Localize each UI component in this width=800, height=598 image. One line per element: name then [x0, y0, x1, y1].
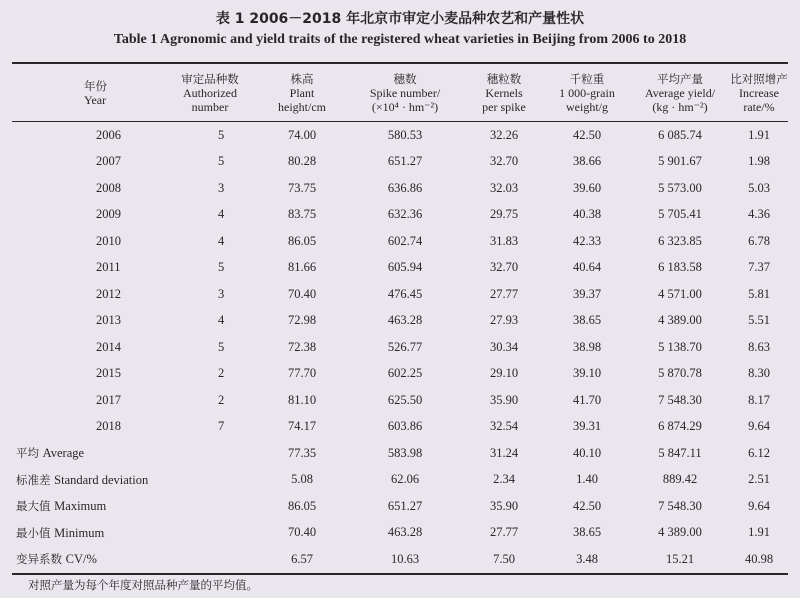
increase-cell: 1.91	[748, 525, 770, 540]
number-cell: 3	[218, 180, 225, 195]
yield-cell: 15.21	[665, 551, 695, 566]
weight-cell: 39.10	[572, 366, 602, 381]
stat-label-cell	[12, 467, 258, 494]
table-row	[12, 387, 788, 414]
yield-cell: 5 901.67	[658, 154, 702, 169]
height-cell: 5.08	[291, 472, 313, 487]
weight-cell: 40.10	[572, 445, 602, 460]
yield-cell: 4 389.00	[658, 525, 702, 540]
table-row	[12, 255, 788, 282]
increase-cell: 40.98	[744, 551, 774, 566]
kernels-cell: 31.83	[489, 233, 519, 248]
stat-label-cell	[12, 440, 258, 467]
height-cell: 77.70	[287, 366, 317, 381]
stat-label-english: Standard deviation	[54, 472, 149, 487]
stat-row	[12, 520, 788, 547]
kernels-cell: 7.50	[493, 551, 515, 566]
yield-cell: 5 705.41	[658, 207, 702, 222]
kernels-cell: 27.93	[489, 313, 519, 328]
spikes-cell: 651.27	[387, 154, 423, 169]
spikes-cell: 602.25	[387, 366, 423, 381]
kernels-cell: 32.26	[489, 127, 519, 142]
yield-cell: 5 573.00	[658, 180, 702, 195]
height-cell: 73.75	[287, 180, 317, 195]
increase-cell: 8.63	[748, 339, 770, 354]
year-cell: 2012	[96, 286, 121, 301]
yield-cell: 5 870.78	[658, 366, 702, 381]
yield-cell: 5 138.70	[658, 339, 702, 354]
spikes-cell: 636.86	[387, 180, 423, 195]
table-row	[12, 334, 788, 361]
kernels-cell: 32.03	[489, 180, 519, 195]
spikes-cell: 632.36	[387, 207, 423, 222]
header-authorized-number: 审定品种数 Authorized number	[181, 72, 239, 114]
stat-row	[12, 467, 788, 494]
number-cell: 7	[218, 419, 225, 434]
yield-cell: 889.42	[662, 472, 698, 487]
stat-label-cell	[12, 520, 258, 547]
spikes-cell: 602.74	[387, 233, 423, 248]
year-cell: 2010	[96, 233, 121, 248]
spikes-cell: 583.98	[387, 445, 423, 460]
weight-cell: 38.65	[572, 313, 602, 328]
height-cell: 86.05	[287, 498, 317, 513]
height-cell: 72.38	[287, 339, 317, 354]
stat-row	[12, 493, 788, 520]
kernels-cell: 32.70	[489, 260, 519, 275]
stat-row	[12, 440, 788, 467]
increase-cell: 6.78	[748, 233, 770, 248]
kernels-cell: 2.34	[493, 472, 515, 487]
table-row	[12, 122, 788, 149]
increase-cell: 9.64	[748, 498, 770, 513]
stat-label-chinese: 平均	[16, 446, 39, 461]
spikes-cell: 476.45	[387, 286, 423, 301]
stat-label-english: Maximum	[54, 499, 107, 514]
spikes-cell: 580.53	[387, 127, 423, 142]
yield-cell: 6 323.85	[658, 233, 702, 248]
kernels-cell: 27.77	[489, 286, 519, 301]
height-cell: 74.00	[287, 127, 317, 142]
spikes-cell: 651.27	[387, 498, 423, 513]
header-year: 年份 Year	[84, 79, 107, 107]
spikes-cell: 463.28	[387, 525, 423, 540]
header-plant-height: 株高 Plant height/cm	[278, 72, 326, 114]
stat-label-cell	[12, 546, 258, 574]
weight-cell: 40.64	[572, 260, 602, 275]
weight-cell: 3.48	[576, 551, 598, 566]
number-cell: 4	[218, 313, 225, 328]
header-kernels-per-spike: 穗粒数 Kernels per spike	[482, 72, 526, 114]
table-title-english: Table 1 Agronomic and yield traits of the registered wheat varieties in Beijing from 2006 to 2018	[113, 32, 687, 47]
year-cell: 2008	[96, 180, 121, 195]
increase-cell: 5.03	[748, 180, 770, 195]
spikes-cell: 605.94	[387, 260, 423, 275]
year-cell: 2013	[96, 313, 121, 328]
year-cell: 2015	[96, 366, 121, 381]
kernels-cell: 35.90	[489, 498, 519, 513]
number-cell: 5	[218, 154, 225, 169]
number-cell: 2	[218, 366, 225, 381]
spikes-cell: 10.63	[390, 551, 420, 566]
weight-cell: 40.38	[572, 207, 602, 222]
wheat-traits-table	[12, 62, 788, 575]
header-spike-number: 穗数 Spike number/ (×10⁴ · hm⁻²)	[369, 72, 441, 114]
increase-cell: 6.12	[748, 445, 770, 460]
weight-cell: 39.60	[572, 180, 602, 195]
year-cell: 2009	[96, 207, 121, 222]
weight-cell: 42.50	[572, 498, 602, 513]
height-cell: 74.17	[287, 419, 317, 434]
increase-cell: 4.36	[748, 207, 770, 222]
year-cell: 2017	[96, 392, 121, 407]
number-cell: 2	[218, 392, 225, 407]
spikes-cell: 62.06	[390, 472, 420, 487]
height-cell: 83.75	[287, 207, 317, 222]
weight-cell: 42.33	[572, 233, 602, 248]
stat-label-cell	[12, 493, 258, 520]
table-title-chinese: 表 1 2006－2018 年北京市审定小麦品种农艺和产量性状	[215, 11, 585, 27]
weight-cell: 39.31	[572, 419, 602, 434]
yield-cell: 6 085.74	[658, 127, 702, 142]
yield-cell: 7 548.30	[658, 498, 702, 513]
spikes-cell: 603.86	[387, 419, 423, 434]
weight-cell: 38.66	[572, 154, 602, 169]
kernels-cell: 31.24	[489, 445, 519, 460]
table-header-row	[12, 63, 788, 122]
stat-label-chinese: 变异系数	[16, 552, 62, 567]
table-row	[12, 175, 788, 202]
stat-label-chinese: 标准差	[16, 472, 51, 487]
height-cell: 81.10	[287, 392, 317, 407]
number-cell: 5	[218, 260, 225, 275]
increase-cell: 8.30	[748, 366, 770, 381]
spikes-cell: 526.77	[387, 339, 423, 354]
stat-row	[12, 546, 788, 574]
stat-label-chinese: 最小值	[16, 525, 51, 540]
number-cell: 4	[218, 207, 225, 222]
weight-cell: 38.65	[572, 525, 602, 540]
kernels-cell: 32.70	[489, 154, 519, 169]
stat-label-english: CV/%	[65, 552, 97, 567]
kernels-cell: 29.75	[489, 207, 519, 222]
number-cell: 5	[218, 339, 225, 354]
height-cell: 81.66	[287, 260, 317, 275]
yield-cell: 6 183.58	[658, 260, 702, 275]
weight-cell: 1.40	[576, 472, 598, 487]
yield-cell: 7 548.30	[658, 392, 702, 407]
height-cell: 72.98	[287, 313, 317, 328]
year-cell: 2011	[96, 260, 121, 275]
height-cell: 86.05	[287, 233, 317, 248]
height-cell: 80.28	[287, 154, 317, 169]
table-row	[12, 361, 788, 388]
year-cell: 2006	[96, 127, 121, 142]
weight-cell: 38.98	[572, 339, 602, 354]
weight-cell: 39.37	[572, 286, 602, 301]
kernels-cell: 29.10	[489, 366, 519, 381]
year-cell: 2018	[96, 419, 121, 434]
height-cell: 70.40	[287, 525, 317, 540]
header-increase-rate: 比对照增产 Increase rate/%	[730, 72, 788, 114]
increase-cell: 1.98	[748, 154, 770, 169]
table-row	[12, 281, 788, 308]
stat-label-english: Average	[42, 446, 85, 461]
year-cell: 2014	[96, 339, 121, 354]
increase-cell: 5.51	[748, 313, 770, 328]
number-cell: 3	[218, 286, 225, 301]
stat-label-chinese: 最大值	[16, 499, 51, 514]
height-cell: 77.35	[287, 445, 317, 460]
yield-cell: 4 571.00	[658, 286, 702, 301]
spikes-cell: 463.28	[387, 313, 423, 328]
increase-cell: 2.51	[748, 472, 770, 487]
table-row	[12, 308, 788, 335]
height-cell: 6.57	[291, 551, 313, 566]
increase-cell: 9.64	[748, 419, 770, 434]
number-cell: 4	[218, 233, 225, 248]
increase-cell: 8.17	[748, 392, 770, 407]
increase-cell: 1.91	[748, 127, 770, 142]
kernels-cell: 27.77	[489, 525, 519, 540]
table-row	[12, 414, 788, 441]
kernels-cell: 35.90	[489, 392, 519, 407]
spikes-cell: 625.50	[387, 392, 423, 407]
year-cell: 2007	[96, 154, 121, 169]
table-footnote: 对照产量为每个年度对照品种产量的平均值。	[28, 578, 258, 592]
number-cell: 5	[218, 127, 225, 142]
table-row	[12, 149, 788, 176]
weight-cell: 41.70	[572, 392, 602, 407]
table-row	[12, 202, 788, 229]
table-row	[12, 228, 788, 255]
increase-cell: 5.81	[748, 286, 770, 301]
kernels-cell: 30.34	[489, 339, 519, 354]
yield-cell: 4 389.00	[658, 313, 702, 328]
height-cell: 70.40	[287, 286, 317, 301]
yield-cell: 6 874.29	[658, 419, 702, 434]
header-grain-weight: 千粒重 1 000-grain weight/g	[559, 72, 615, 114]
kernels-cell: 32.54	[489, 419, 519, 434]
weight-cell: 42.50	[572, 127, 602, 142]
increase-cell: 7.37	[748, 260, 770, 275]
header-average-yield: 平均产量 Average yield/ (kg · hm⁻²)	[644, 72, 716, 114]
yield-cell: 5 847.11	[658, 445, 702, 460]
stat-label-english: Minimum	[54, 525, 105, 540]
